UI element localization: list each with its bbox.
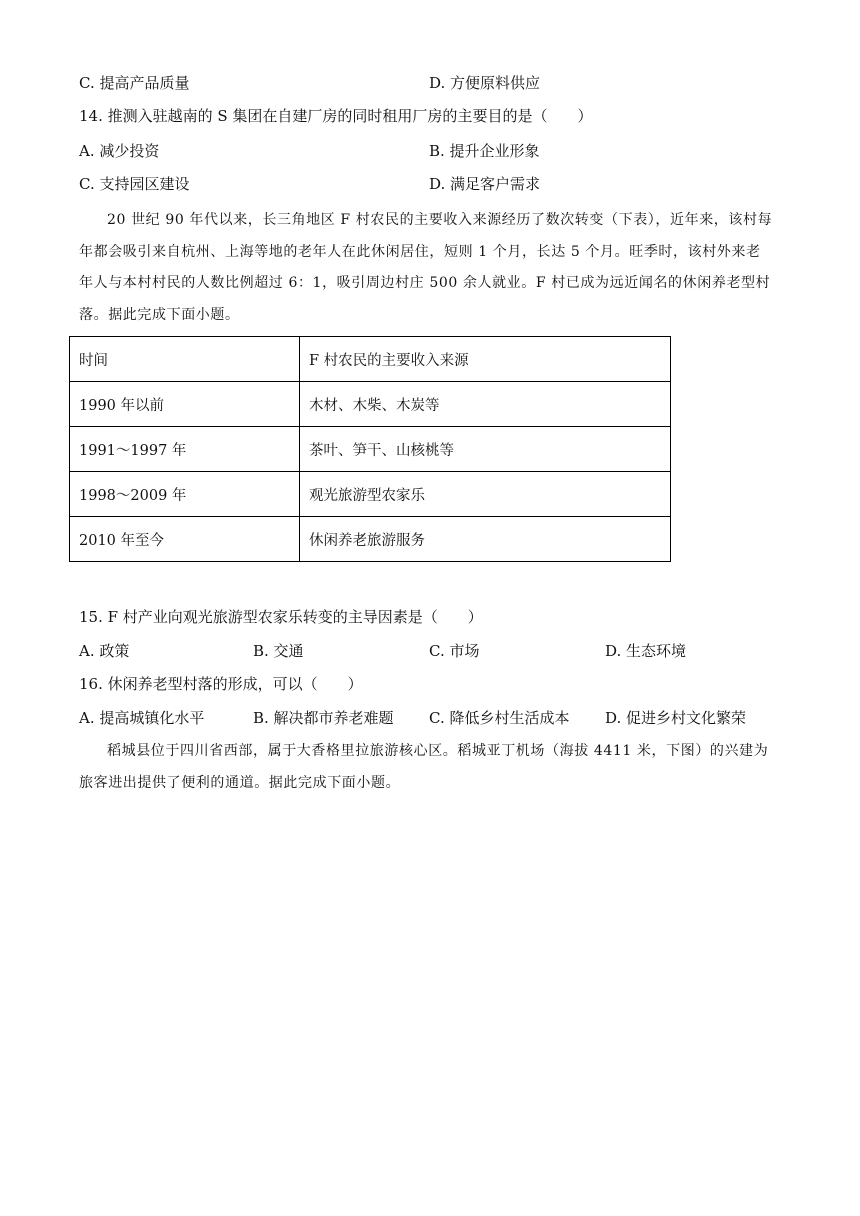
table-cell-source: 观光旅游型农家乐	[300, 472, 671, 517]
passage-daocheng-line-2: 旅客进出提供了便利的通道。据此完成下面小题。	[79, 774, 401, 791]
q16-option-d: D. 促进乡村文化繁荣	[605, 709, 747, 727]
passage-f-village-line-4: 落。据此完成下面小题。	[79, 306, 240, 323]
q14-option-c: C. 支持园区建设	[79, 175, 190, 193]
q15-stem: 15. F 村产业向观光旅游型农家乐转变的主导因素是（ ）	[79, 608, 483, 626]
table-cell-time: 2010 年至今	[70, 517, 300, 562]
q16-option-c: C. 降低乡村生活成本	[429, 709, 570, 727]
table-cell-time: 1991～1997 年	[70, 427, 300, 472]
table-header-row	[70, 337, 671, 382]
table-cell-source: 木材、木柴、木炭等	[300, 382, 671, 427]
q16-stem: 16. 休闲养老型村落的形成，可以（ ）	[79, 675, 363, 693]
table-row	[70, 472, 671, 517]
q13-option-d: D. 方便原料供应	[429, 74, 541, 92]
table-cell-source: 茶叶、笋干、山核桃等	[300, 427, 671, 472]
table-cell-time: 1998～2009 年	[70, 472, 300, 517]
table-header-source: F 村农民的主要收入来源	[300, 337, 671, 382]
q16-option-b: B. 解决都市养老难题	[253, 709, 394, 727]
q15-option-a: A. 政策	[79, 642, 130, 660]
passage-daocheng-line-1: 稻城县位于四川省西部，属于大香格里拉旅游核心区。稻城亚丁机场（海拔 4411 米，下图）的兴建为	[107, 743, 769, 759]
q14-stem: 14. 推测入驻越南的 S 集团在自建厂房的同时租用厂房的主要目的是（ ）	[79, 107, 593, 125]
table-header-time: 时间	[70, 337, 300, 382]
q15-option-c: C. 市场	[429, 642, 480, 660]
q16-option-a: A. 提高城镇化水平	[79, 709, 205, 727]
q14-option-d: D. 满足客户需求	[429, 175, 541, 193]
table-row	[70, 382, 671, 427]
q13-option-c: C. 提高产品质量	[79, 74, 190, 92]
passage-f-village-line-1: 20 世纪 90 年代以来，长三角地区 F 村农民的主要收入来源经历了数次转变（下表），近年来，该村每	[107, 212, 773, 228]
passage-f-village-line-3: 年人与本村村民的人数比例超过 6：1，吸引周边村庄 500 余人就业。F 村已成为远近闻名的休闲养老型村	[79, 275, 771, 292]
passage-f-village-line-2: 年都会吸引来自杭州、上海等地的老年人在此休闲居住，短则 1 个月，长达 5 个月。旺季时，该村外来老	[79, 243, 761, 260]
table-cell-source: 休闲养老旅游服务	[300, 517, 671, 562]
income-source-table	[69, 336, 671, 562]
table-row	[70, 427, 671, 472]
q14-option-b: B. 提升企业形象	[429, 142, 540, 160]
q15-option-b: B. 交通	[253, 642, 304, 660]
passage-daocheng	[79, 736, 782, 799]
q15-option-d: D. 生态环境	[605, 642, 687, 660]
table-row	[70, 517, 671, 562]
q14-option-a: A. 减少投资	[79, 142, 160, 160]
passage-f-village	[79, 205, 782, 331]
table-cell-time: 1990 年以前	[70, 382, 300, 427]
